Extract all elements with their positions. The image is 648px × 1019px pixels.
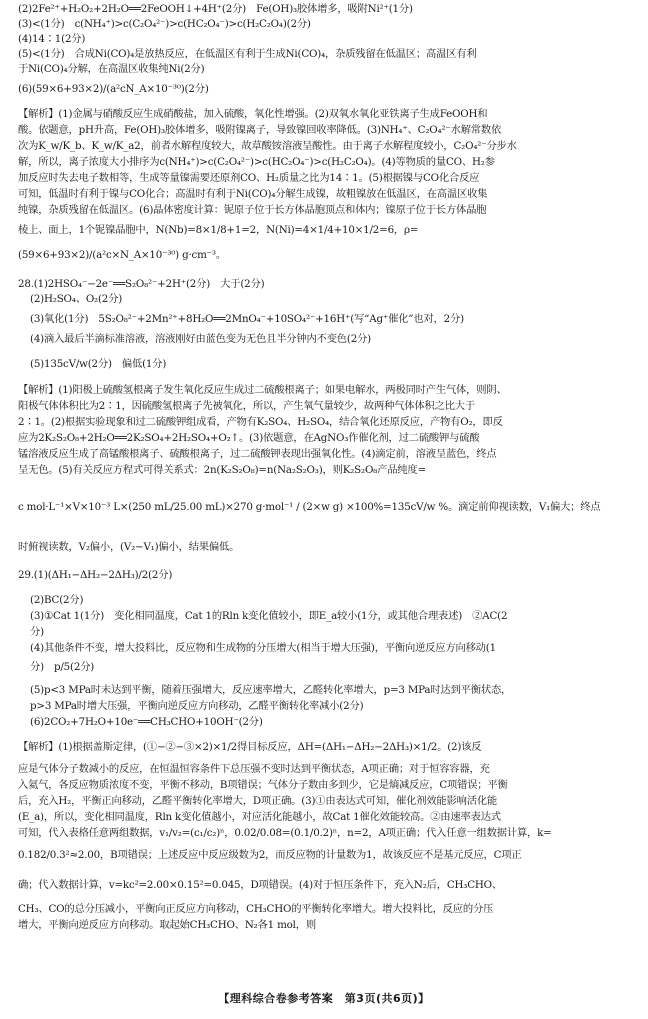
text-line: (59×6+93×2)/(a²c×N_A×10⁻³⁰) g·cm⁻³。 (18, 249, 226, 261)
text-line: 分) p/5(2分) (30, 661, 95, 673)
text-line (18, 950, 638, 964)
text-line: p>3 MPa时增大压强，平衡向逆反应方向移动，乙醛平衡转化率减小(2分) (30, 700, 364, 712)
text-line: 分) (30, 626, 44, 638)
text-line: (3)<(1分) c(NH₄⁺)>c(C₂O₄²⁻)>c(HC₂O₄⁻)>c(H₂C₂O₄)(2分) (18, 18, 311, 30)
text-line: (5)p<3 MPa时未达到平衡，随着压强增大，反应速率增大，乙醛转化率增大，p=3 MPa时达到平衡状态， (30, 684, 512, 696)
text-line (18, 934, 638, 948)
text-line: (6)(59×6+93×2)/(a²cN_A×10⁻³⁰)(2分) (18, 83, 209, 95)
text-line: 可知，低温时有利于镍与CO化合；高温时有利于Ni(CO)₄分解生成镍，故粗镍放在低温区，在高温区收集 (18, 188, 488, 200)
text-line: (2)H₂SO₄、O₂(2分) (30, 293, 123, 305)
text-line: 【解析】(1)金属与硝酸反应生成硝酸盐，加入硫酸，氧化性增强。(2)双氧水氧化亚铁离子生成FeOOH和 (18, 108, 488, 120)
text-line: (3)氧化(1分) 5S₂O₈²⁻+2Mn²⁺+8H₂O══2MnO₄⁻+10SO₄²⁻+16H⁺(写“Ag⁺催化”也对，2分) (30, 313, 464, 325)
text-line: 棱上、面上，1个铌镍晶胞中，N(Nb)=8×1/8+1=2，N(Ni)=4×1/4+10×1/2=6，ρ= (18, 224, 419, 236)
text-line: (2)BC(2分) (30, 594, 84, 606)
text-line: 后，充入H₂，平衡正向移动，乙醛平衡转化率增大，D项正确。(3)①由表达式可知，催化剂效能影响活化能 (18, 795, 498, 807)
text-line: 确；代入数据计算，v=kc²=2.00×0.15²=0.045，D项错误。(4)对于恒压条件下，充入N₂后，CH₃CHO、 (18, 879, 502, 891)
text-line: 时俯视读数，V₂偏小，(V₂−V₁)偏小，结果偏低。 (18, 541, 240, 553)
text-line: 0.182/0.3²≈2.00，B项错误；上述反应中反应级数为2，而反应物的计量数为1，故该反应不是基元反应，C项正 (18, 849, 522, 861)
text-line: (4)其他条件不变，增大投料比，反应物和生成物的分压增大(相当于增大压强)，平衡向逆反应方向移动(1 (30, 642, 496, 654)
text-line: 2∶1。(2)根据实验现象和过二硫酸钾组成看，产物有K₂SO₄、H₂SO₄，结合氧化还原反应，产物有O₂，即反 (18, 416, 503, 428)
text-line: (5)135cV/w(2分) 偏低(1分) (30, 358, 167, 370)
text-line: 阳极气体体积比为2∶1，因硫酸氢根离子先被氧化，所以，产生氧气量较少，故两种气体体积之比大于 (18, 400, 475, 412)
text-line: 29.(1)(ΔH₁−ΔH₂−2ΔH₃)/2(2分) (18, 569, 173, 581)
text-line: 增大，平衡向逆反应方向移动。取起始CH₃CHO、N₂各1 mol，则 (18, 919, 316, 931)
text-line: (5)<(1分) 合成Ni(CO)₄是放热反应，在低温区有利于生成Ni(CO)₄，杂质残留在低温区；高温区有利 (18, 48, 477, 60)
text-line: 应为2K₂S₂O₈+2H₂O══2K₂SO₄+2H₂SO₄+O₂↑。(3)依题意，在AgNO₃作催化剂，过二硫酸钾与硫酸 (18, 432, 480, 444)
text-line: (E_a)，所以，变化相同温度，Rln k变化值越小，对应活化能越小，故Cat 1催化效能较高。②由速率表达式 (18, 811, 501, 823)
text-line: 次为K_w/K_b、K_w/K_a2，前者水解程度较大，故草酸铵溶液呈酸性。由于离子水解程度较小，C₂O₄²⁻分步水 (18, 140, 517, 152)
text-line: 呈无色。(5)有关反应方程式可得关系式：2n(K₂S₂O₈)=n(Na₂S₂O₃)，则K₂S₂O₈产品纯度= (18, 464, 426, 476)
text-line: 于Ni(CO)₄分解，在高温区收集纯Ni(2分) (18, 63, 205, 75)
text-line: (6)2CO₂+7H₂O+10e⁻══CH₃CHO+10OH⁻(2分) (30, 716, 263, 728)
text-line: 锰溶液反应生成了高锰酸根离子、硫酸根离子，过二硫酸钾表现出强氧化性。(4)滴定前，溶液呈蓝色，终点 (18, 448, 497, 460)
text-line: 应是气体分子数减小的反应，在恒温恒容条件下总压强不变时达到平衡状态，A项正确；对于恒容容器，充 (18, 763, 490, 775)
text-line: 加反应时失去电子数相等，生成等量镍需要还原剂CO、H₂质量之比为14∶1。(5)根据镍与CO化合反应 (18, 172, 480, 184)
text-line: CH₃、CO的总分压减小，平衡向正反应方向移动，CH₃CHO的平衡转化率增大。增大投料比，反应的分压 (18, 903, 494, 915)
text-line: 纯镍，杂质残留在低温区。(6)晶体密度计算：铌原子位于长方体晶胞顶点和体内；镍原子位于长方体晶胞 (18, 204, 487, 216)
text-line: 入氦气，各反应物质浓度不变，平衡不移动，B项错误；气体分子数由多到少，它是熵减反应，C项错误；平衡 (18, 779, 508, 791)
page-footer: 【理科综合卷参考答案 第3页(共6页)】 (218, 992, 430, 1005)
text-line: 【解析】(1)阳极上硫酸氢根离子发生氧化反应生成过二硫酸根离子；如果电解水，两极同时产生气体，则阴、 (18, 384, 507, 396)
text-line: 28.(1)2HSO₄⁻−2e⁻══S₂O₈²⁻+2H⁺(2分) 大于(2分) (18, 278, 265, 290)
text-line: (4)14∶1(2分) (18, 33, 86, 45)
text-line: 可知，代入表格任意两组数据，v₁/v₂=(c₁/c₂)ⁿ，0.02/0.08=(0.1/0.2)ⁿ，n=2，A项正确；代入任意一组数据计算，k= (18, 827, 552, 839)
text-line: 【解析】(1)根据盖斯定律，(①−②−③×2)×1/2得目标反应，ΔH=(ΔH₁−ΔH₂−2ΔH₃)×1/2。(2)该反 (18, 741, 482, 753)
text-line: (4)滴入最后半滴标准溶液，溶液刚好由蓝色变为无色且半分钟内不变色(2分) (30, 333, 371, 345)
text-line: c mol·L⁻¹×V×10⁻³ L×(250 mL/25.00 mL)×270 g·mol⁻¹ / (2×w g) ×100%=135cV/w %。滴定前仰视读数，V₁偏大；终点 (18, 501, 601, 513)
text-line: 解，所以，离子浓度大小排序为c(NH₄⁺)>c(C₂O₄²⁻)>c(HC₂O₄⁻)>c(H₂C₂O₄)。(4)等物质的量CO、H₂参 (18, 156, 495, 168)
text-line: 酸。依题意，pH升高，Fe(OH)₃胶体增多，吸附镍离子，导致镍回收率降低。(3)NH₄⁺、C₂O₄²⁻水解常数依 (18, 124, 502, 136)
text-line: (2)2Fe²⁺+H₂O₂+2H₂O══2FeOOH↓+4H⁺(2分) Fe(OH)₃胶体增多，吸附Ni²⁺(1分) (18, 3, 413, 15)
text-line: (3)①Cat 1(1分) 变化相同温度，Cat 1的Rln k变化值较小，即E_a较小(1分，或其他合理表述) ②AC(2 (30, 610, 508, 622)
